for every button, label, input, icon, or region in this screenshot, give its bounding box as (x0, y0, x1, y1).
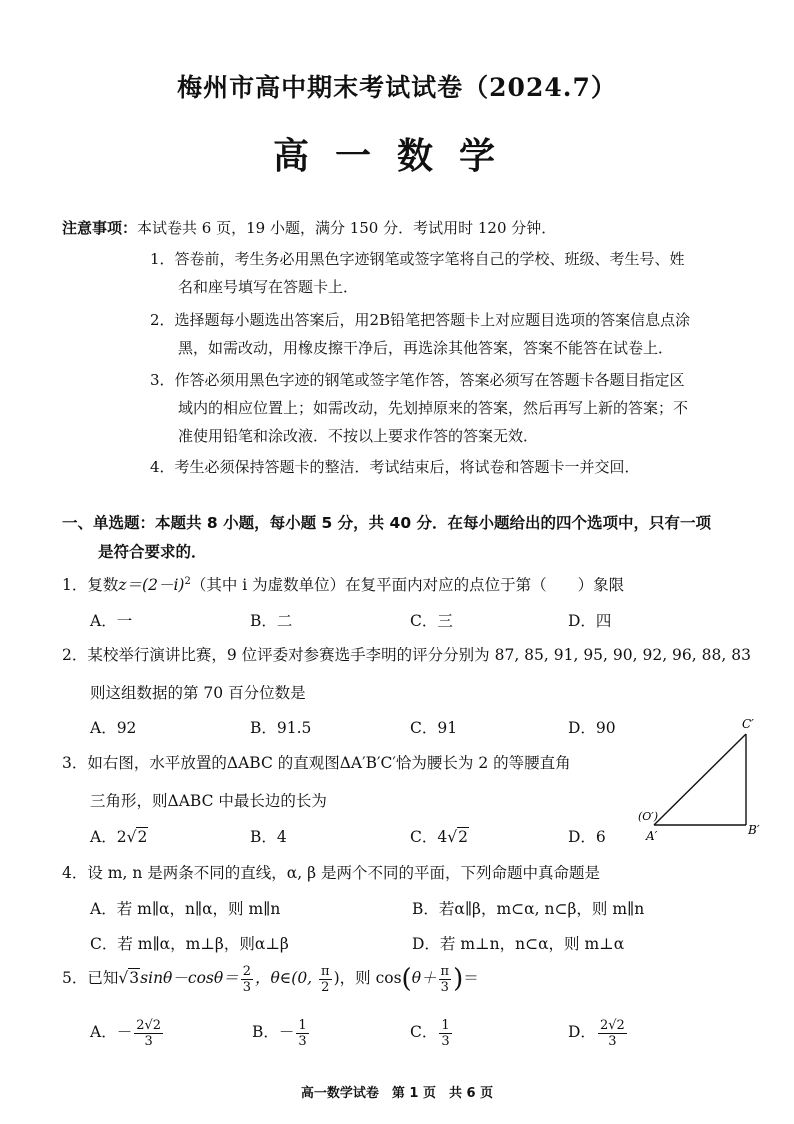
q1-expression: z＝(2－i) (118, 576, 185, 594)
q5-pi-half (319, 964, 332, 995)
notice-item-2 (150, 310, 690, 330)
option-label: B．－ (252, 1023, 295, 1041)
q2-option-c: C．91 (410, 719, 458, 737)
q1-option-c: C．三 (410, 612, 453, 630)
q3-option-b: B．4 (250, 828, 287, 846)
notice-item-num: 4． (150, 458, 175, 476)
q4-option-d: D．若 m⊥n，n⊂α，则 m⊥α (412, 935, 625, 953)
q5-option-c (410, 1016, 454, 1049)
q5-radicand: 3 (129, 969, 140, 987)
q5-option-a (90, 1016, 165, 1049)
notice-item-3-cont2: 准使用铅笔和涂改液．不按以上要求作答的答案无效． (178, 427, 539, 445)
notice-item-num: 2． (150, 311, 175, 329)
q1-post: （其中 i 为虚数单位）在复平面内对应的点位于第（ ）象限 (190, 576, 625, 594)
notice-item-text: 选择题每小题选出答案后，用2B铅笔把答题卡上对应题目选项的答案信息点涂 (174, 311, 691, 329)
q4-option-a: A．若 m∥α，n∥α，则 m∥n (90, 900, 281, 918)
notice-item-3 (150, 370, 685, 390)
option-label: A． (90, 828, 117, 846)
frac-num: 2√2 (136, 1017, 162, 1033)
question-3 (62, 751, 571, 773)
question-number: 4． (62, 864, 88, 882)
label-b: B′ (748, 823, 760, 837)
question-5: 5．已知√3sinθ－cosθ＝ $\frac{2}{3}$ ，θ∈(0, $\frac{\pi}{2}$ )，则 cos(θ＋ $\frac{\pi}{3}$ )＝ (62, 963, 479, 995)
notice-item-text: 答卷前，考生务必用黑色字迹钢笔或签字笔将自己的学校、班级、考生号、姓 (174, 250, 685, 268)
q1-exponent: 2 (184, 575, 191, 587)
q1-pre: 复数 (87, 576, 119, 594)
question-number: 3． (62, 754, 88, 772)
frac-den: 3 (440, 979, 449, 995)
option-label: C． (410, 1023, 438, 1041)
q1-option-b: B．二 (250, 612, 293, 630)
frac-den: 3 (144, 1033, 153, 1049)
q2-option-b: B．91.5 (250, 719, 312, 737)
notice-intro-line (62, 218, 556, 238)
notice-item-2-cont: 黑，如需改动，用橡皮擦干净后，再选涂其他答案，答案不能答在试卷上． (178, 339, 674, 357)
q1-option-d: D．四 (568, 612, 612, 630)
q4-option-b: B．若α∥β，m⊂α, n⊂β，则 m∥n (412, 900, 645, 918)
question-2 (62, 643, 751, 665)
notice-item-4 (150, 457, 640, 477)
q3-option-d: D．6 (568, 828, 606, 846)
option-fraction (296, 1018, 308, 1049)
notice-item-num: 3． (150, 371, 175, 389)
option-label: A．－ (90, 1023, 133, 1041)
q2-option-a: A．92 (90, 719, 137, 737)
frac-den: 2 (321, 979, 330, 995)
notice-item-1-cont: 名和座号填写在答题卡上． (178, 278, 359, 296)
q3-option-a: A．2√2 (90, 828, 148, 846)
option-radicand: 2 (137, 828, 148, 846)
q3-triangle-figure (630, 712, 780, 852)
notice-item-text: 作答必须用黑色字迹的钢笔或签字笔作答，答案必须写在答题卡各题目指定区 (174, 371, 685, 389)
question-2-cont: 则这组数据的第 70 百分位数是 (90, 684, 306, 702)
question-4 (62, 861, 600, 883)
frac-num: 2 (242, 963, 251, 979)
label-c: C′ (742, 717, 754, 731)
frac-num: 1 (298, 1017, 307, 1033)
notice-intro: 本试卷共 6 页，19 小题，满分 150 分．考试用时 120 分钟． (137, 219, 557, 237)
notice-item-num: 1． (150, 250, 175, 268)
label-o: (O′) (638, 810, 659, 823)
question-1 (62, 573, 624, 595)
notice-label: 注意事项： (62, 219, 138, 237)
frac-den: 3 (441, 1033, 450, 1049)
option-coef: 2 (116, 828, 127, 846)
subject-title: 高一数学 (272, 135, 521, 177)
q4-text: 设 m, n 是两条不同的直线，α, β 是两个不同的平面，下列命题中真命题是 (87, 864, 600, 882)
question-number: 1． (62, 576, 88, 594)
option-radicand: 2 (458, 828, 469, 846)
frac-den: 3 (298, 1033, 307, 1049)
option-fraction (439, 1018, 451, 1049)
notice-item-3-cont1: 域内的相应位置上；如需改动，先划掉原来的答案，然后再写上新的答案；不 (178, 399, 689, 417)
label-a: A′ (646, 829, 658, 843)
frac-num: 2√2 (599, 1017, 625, 1033)
frac-num: π (321, 963, 330, 979)
option-coef: 4 (437, 828, 448, 846)
q2-text: 某校举行演讲比赛，9 位评委对参赛选手李明的评分分别为 87, 85, 91, 95, 90, 92, 96, 88, 83 (87, 646, 751, 664)
q3-text: 如右图，水平放置的ΔABC 的直观图ΔA′B′C′恰为腰长为 2 的等腰直角 (87, 754, 571, 772)
q5-option-d (568, 1016, 629, 1049)
right-paren: ) (453, 964, 464, 994)
frac-den: 3 (242, 979, 251, 995)
q5-condition-end: )，则 cos (333, 969, 402, 987)
question-number: 5． (62, 969, 88, 987)
question-3-cont: 三角形，则ΔABC 中最长边的长为 (90, 792, 327, 810)
section-heading-cont: 是符合要求的． (98, 543, 207, 561)
q4-option-c: C．若 m∥α，m⊥β，则α⊥β (90, 935, 289, 953)
q5-inner: θ＋ (411, 969, 437, 987)
q5-fraction (241, 964, 253, 995)
frac-num: 1 (441, 1017, 450, 1033)
question-number: 2． (62, 646, 88, 664)
option-fraction (598, 1018, 627, 1049)
q2-option-d: D．90 (568, 719, 616, 737)
q5-tail: ＝ (463, 969, 479, 987)
exam-title: 梅州市高中期末考试试卷（2024.7） (177, 73, 617, 102)
option-label: D． (568, 1023, 596, 1041)
notice-item-text: 考生必须保持答题卡的整洁．考试结束后，将试卷和答题卡一并交回． (174, 458, 640, 476)
q5-expression: sinθ－cosθ＝ (140, 969, 239, 987)
q5-condition: ，θ∈(0, (254, 969, 318, 987)
left-paren: ( (401, 964, 412, 994)
triangle-hypotenuse (654, 734, 746, 825)
frac-num: π (440, 963, 450, 979)
q1-option-a: A．一 (90, 612, 133, 630)
section-heading: 一、单选题：本题共 8 小题，每小题 5 分，共 40 分．在每小题给出的四个选项中，只有一项 (62, 514, 712, 532)
frac-den: 3 (608, 1033, 617, 1049)
q5-option-b (252, 1016, 311, 1049)
q3-option-c: C．4√2 (410, 828, 469, 846)
option-fraction (134, 1018, 163, 1049)
q5-pi-third (439, 964, 452, 995)
page-footer: 高一数学试卷 第 1 页 共 6 页 (300, 1086, 494, 1101)
option-label: C． (410, 828, 438, 846)
notice-item-1 (150, 249, 685, 269)
q5-pre: 已知 (87, 969, 119, 987)
